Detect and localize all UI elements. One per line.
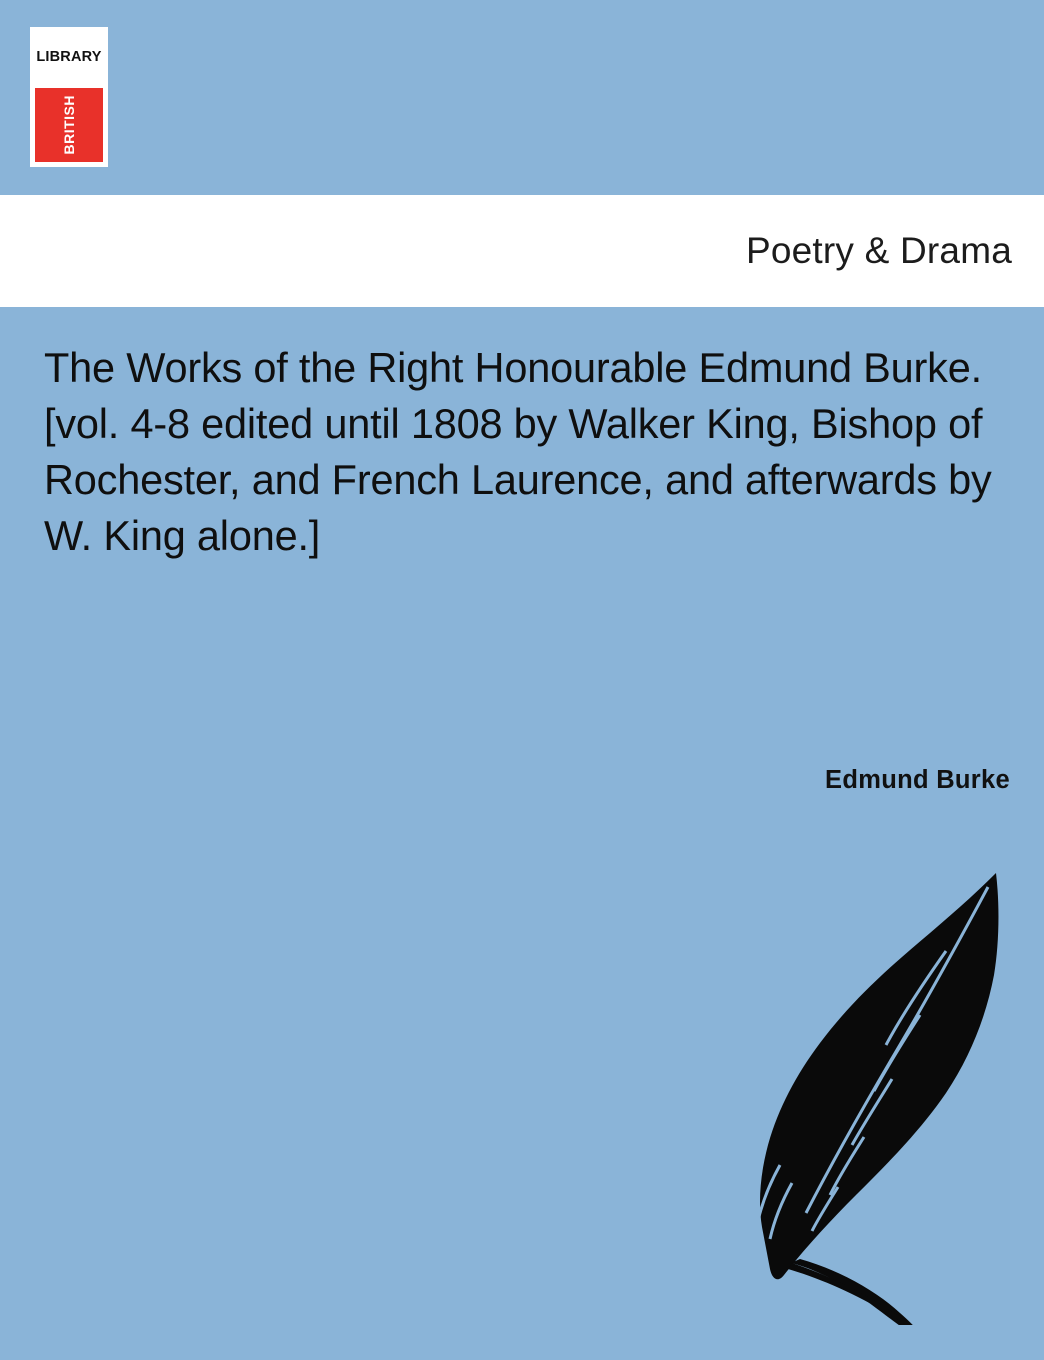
british-library-logo-badge <box>35 88 103 162</box>
british-library-logo-wordmark <box>30 27 108 88</box>
category-band <box>0 195 1044 307</box>
british-library-logo <box>30 27 108 167</box>
logo-line-library: LIBRARY <box>36 48 102 65</box>
category-label: Poetry & Drama <box>746 230 1012 271</box>
book-title: The Works of the Right Honourable Edmund Burke. [vol. 4-8 edited until 1808 by Walker King, Bishop of Rochester, and French Laurence, and afterwards by W. King alone.] <box>44 344 992 560</box>
book-author: Edmund Burke <box>825 766 1010 794</box>
logo-vertical-text: BRITISH <box>61 95 77 155</box>
quill-feather-icon <box>696 865 1026 1325</box>
